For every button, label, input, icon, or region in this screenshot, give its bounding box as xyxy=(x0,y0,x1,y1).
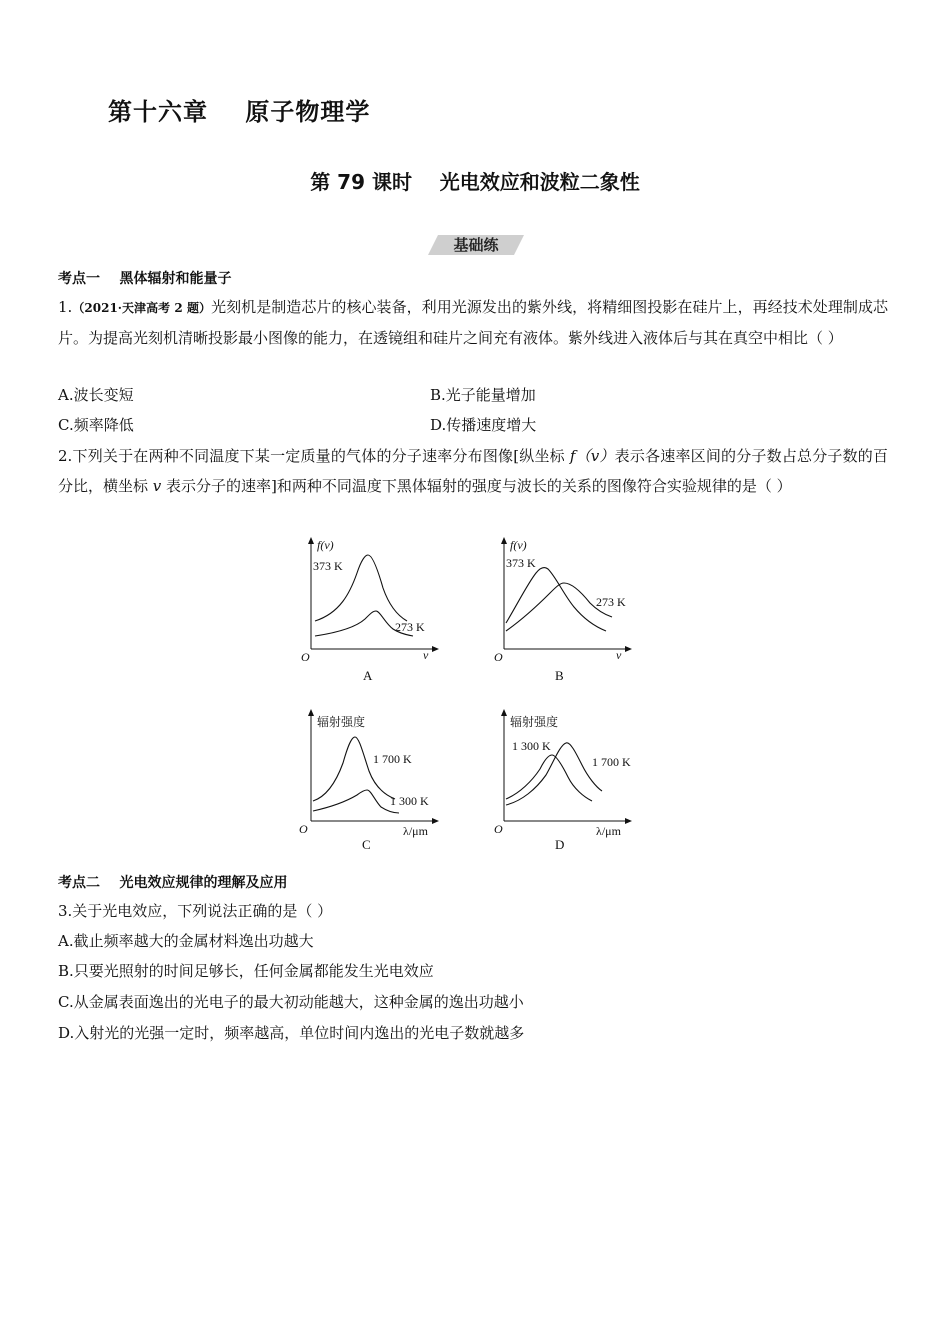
question-1-stem xyxy=(58,292,888,353)
question-2-part1: 2.下列关于在两种不同温度下某一定质量的气体的分子速率分布图像[纵坐标 xyxy=(58,447,570,465)
basic-practice-badge xyxy=(428,233,524,257)
figure-a xyxy=(295,533,455,688)
section-heading-2: 考点二 光电效应规律的理解及应用 xyxy=(58,875,288,891)
figure-c-label-1300k: 1 300 K xyxy=(390,794,429,808)
figure-b-letter: B xyxy=(555,668,564,683)
figure-a-label-273k: 273 K xyxy=(395,620,425,634)
question-3-option-b: B.只要光照射的时间足够长，任何金属都能发生光电效应 xyxy=(58,962,434,980)
question-1-number: 1. xyxy=(58,298,73,316)
figure-d-x-label: λ/μm xyxy=(596,824,621,838)
question-1-source: （2021·天津高考 2 题） xyxy=(72,301,212,315)
figure-d-y-label: 辐射强度 xyxy=(510,715,559,729)
figure-b xyxy=(488,533,648,688)
figure-a-x-arrow xyxy=(432,646,439,652)
question-3-stem: 3.关于光电效应，下列说法正确的是（ ） xyxy=(58,902,333,920)
badge-label: 基础练 xyxy=(453,236,499,254)
figure-c-letter: C xyxy=(362,837,371,852)
question-2-part3: 表示分子的速率]和两种不同温度下黑体辐射的强度与波长的关系的图像符合实验规律的是（ ） xyxy=(161,477,792,495)
question-1-option-d: D.传播速度增大 xyxy=(430,416,537,434)
figure-d-x-arrow xyxy=(625,818,632,824)
figure-c-curve-1700k xyxy=(313,737,395,801)
figure-d-label-1300k: 1 300 K xyxy=(512,739,551,753)
question-2-stem xyxy=(58,441,888,501)
chapter-title: 第十六章 原子物理学 xyxy=(108,98,371,126)
figure-b-label-273k: 273 K xyxy=(596,595,626,609)
figure-a-x-label: v xyxy=(423,648,429,662)
figure-d xyxy=(488,705,648,860)
figure-c-x-label: λ/μm xyxy=(403,824,428,838)
figure-a-label-373k: 373 K xyxy=(313,559,343,573)
figure-c-y-label: 辐射强度 xyxy=(317,715,366,729)
figure-d-letter: D xyxy=(555,837,565,852)
figure-b-y-label: f(v) xyxy=(510,538,527,552)
figure-b-curve-373k xyxy=(506,568,606,631)
figure-c-y-arrow xyxy=(308,709,314,716)
question-1-option-b: B.光子能量增加 xyxy=(430,386,536,404)
figure-a-origin: O xyxy=(301,650,310,664)
figure-a-y-label: f(v) xyxy=(317,538,334,552)
question-2-v: v xyxy=(152,477,162,495)
figure-c-x-arrow xyxy=(432,818,439,824)
figure-c-label-1700k: 1 700 K xyxy=(373,752,412,766)
figure-b-x-arrow xyxy=(625,646,632,652)
figure-b-label-373k: 373 K xyxy=(506,556,536,570)
question-2-fv: f（v） xyxy=(569,447,615,465)
lesson-title: 第 79 课时 光电效应和波粒二象性 xyxy=(310,170,640,194)
question-1-text: 光刻机是制造芯片的核心装备，利用光源发出的紫外线，将精细图投影在硅片上，再经技术处理制成芯片。为提高光刻机清晰投影最小图像的能力，在透镜组和硅片之间充有液体。紫外线进入液体后与其在真空中相比（ ） xyxy=(58,298,888,347)
figure-b-origin: O xyxy=(494,650,503,664)
figure-d-label-1700k: 1 700 K xyxy=(592,755,631,769)
figure-a-letter: A xyxy=(363,668,373,683)
figure-b-y-arrow xyxy=(501,537,507,544)
figure-a-y-arrow xyxy=(308,537,314,544)
section-heading-1: 考点一 黑体辐射和能量子 xyxy=(58,271,232,287)
question-1-option-c: C.频率降低 xyxy=(58,416,134,434)
figure-b-x-label: v xyxy=(616,648,622,662)
question-3-option-a: A.截止频率越大的金属材料逸出功越大 xyxy=(58,932,314,950)
figure-c-origin: O xyxy=(299,822,308,836)
question-3-option-d: D.入射光的光强一定时，频率越高，单位时间内逸出的光电子数就越多 xyxy=(58,1024,525,1042)
figure-d-y-arrow xyxy=(501,709,507,716)
figure-d-origin: O xyxy=(494,822,503,836)
figure-d-curve-1300k xyxy=(506,755,592,801)
question-2-part2: 表示各速率区间的分子数占总分子数的百分比，横坐标 xyxy=(58,447,889,495)
question-1-option-a: A.波长变短 xyxy=(58,386,134,404)
question-3-option-c: C.从金属表面逸出的光电子的最大初动能越大，这种金属的逸出功越小 xyxy=(58,993,524,1011)
figure-c xyxy=(295,705,455,860)
